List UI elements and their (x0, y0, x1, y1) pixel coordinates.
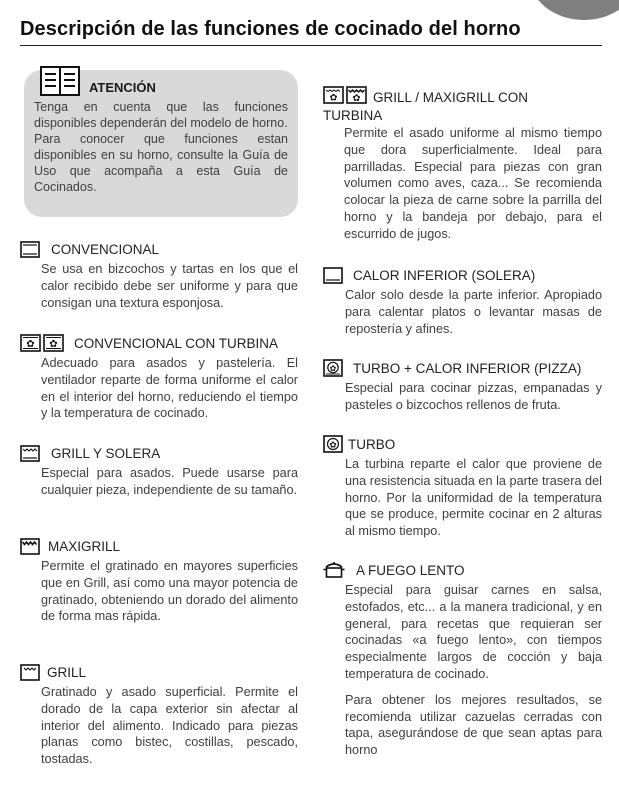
bottom-heat-icon (323, 267, 343, 284)
section-convencional-turbina (20, 330, 298, 422)
attention-paragraph-1: Tenga en cuenta que las funciones disponibles dependerán del modelo de horno. (34, 100, 288, 130)
fan-conventional-icon (20, 334, 64, 352)
section-body: Adecuado para asados y pastelería. El ventilador reparte de forma uniforme el calor en el interior del horno, reduciendo el tiempo y la temperatura de cocinado. (41, 356, 298, 421)
section-body: Especial para asados. Puede usarse para cualquier pieza, independiente de su tamaño. (41, 466, 298, 497)
section-body: Gratinado y asado superficial. Permite el dorado de la capa exterior sin afectar al interior del alimento. Indicado para piezas planas como bistec, costillas, pescado, tostadas. (41, 685, 298, 767)
svg-text:✿: ✿ (329, 363, 337, 373)
section-body: Permite el asado uniforme al mismo tiempo que dora superficialmente. Ideal para parrilladas. Especial para piezas con gran volumen como aves, caza... Se recomienda colocar la pieza de carne sobre la parrilla del horno y la bandeja por debajo, para el escurrido de jugos. (344, 126, 602, 241)
conventional-icon (20, 241, 40, 258)
page-corner-tab (529, 0, 619, 20)
section-convencional (20, 236, 298, 311)
section-body: Especial para cocinar pizzas, empanadas y pasteles o bizcochos rellenos de fruta. (345, 381, 602, 412)
pizza-icon (323, 359, 343, 377)
section-paragraph-1: Especial para guisar carnes en salsa, estofados, etc... a la manera tradicional, y en general, para recetas que requieran ser cocinadas «a fuego lento», con tiempos especialmente largos de cocción y baja temperatura de cocinado. (345, 583, 602, 681)
grill-bottom-icon (20, 445, 40, 462)
grill-icon (20, 664, 40, 681)
pot-icon (323, 561, 345, 579)
attention-title: ATENCIÓN (89, 80, 156, 95)
section-title: TURBO (348, 437, 396, 452)
section-grill (20, 659, 298, 768)
section-body (345, 582, 602, 759)
attention-paragraph-2: Para conocer que funciones estan disponibles en su horno, consulte la Guía de Uso que acompaña a esta Guía de Cocinados. (34, 132, 288, 194)
section-fuego-lento (323, 557, 602, 759)
section-title: A FUEGO LENTO (356, 563, 465, 578)
section-body: La turbina reparte el calor que proviene de una resistencia situada en la parte trasera del horno. Por la uniformidad de la temperatura que se produce, permite cocinar en 2 alturas al mismo tiempo. (345, 457, 602, 539)
attention-text (34, 99, 288, 195)
section-title: CALOR INFERIOR (SOLERA) (353, 268, 536, 283)
attention-box (24, 70, 298, 217)
page-title: Descripción de las funciones de cocinado del horno (20, 18, 521, 40)
section-title: TURBO + CALOR INFERIOR (PIZZA) (353, 361, 582, 376)
svg-text:✿: ✿ (329, 92, 338, 104)
section-title: GRILL / MAXIGRILL CON TURBINA (323, 90, 529, 123)
title-rule (20, 45, 602, 46)
section-turbo-pizza (323, 355, 602, 414)
svg-text:✿: ✿ (26, 339, 35, 350)
section-body: Calor solo desde la parte inferior. Apropiado para calentar platos o levantar masas de repostería y afines. (345, 288, 602, 336)
section-title: CONVENCIONAL CON TURBINA (74, 336, 279, 351)
section-title: GRILL Y SOLERA (51, 446, 161, 461)
section-grill-turbina (323, 82, 602, 243)
section-paragraph-2: Para obtener los mejores resultados, se recomienda utilizar cazuelas cerradas con tapa, asegurándose de que sean aptas para horno (345, 692, 602, 758)
turbo-fan-icon (323, 435, 343, 453)
svg-text:✿: ✿ (49, 339, 58, 350)
book-icon (40, 66, 80, 101)
maxigrill-icon (20, 538, 40, 555)
section-maxigrill (20, 533, 298, 625)
section-title: CONVENCIONAL (51, 242, 160, 257)
section-title: GRILL (47, 665, 87, 680)
section-calor-inferior (323, 262, 602, 337)
section-body: Permite el gratinado en mayores superficies que en Grill, así como una mayor potencia de gratinado, obteniendo un dorado del alimento de forma mas rápida. (41, 559, 298, 624)
section-body: Se usa en bizcochos y tartas en los que el calor recibido debe ser uniforme y para que consigan una textura esponjosa. (41, 262, 298, 310)
section-turbo (323, 431, 602, 540)
section-grill-solera (20, 440, 298, 499)
svg-text:✿: ✿ (329, 440, 337, 451)
svg-text:✿: ✿ (352, 93, 361, 104)
section-title: MAXIGRILL (48, 539, 121, 554)
